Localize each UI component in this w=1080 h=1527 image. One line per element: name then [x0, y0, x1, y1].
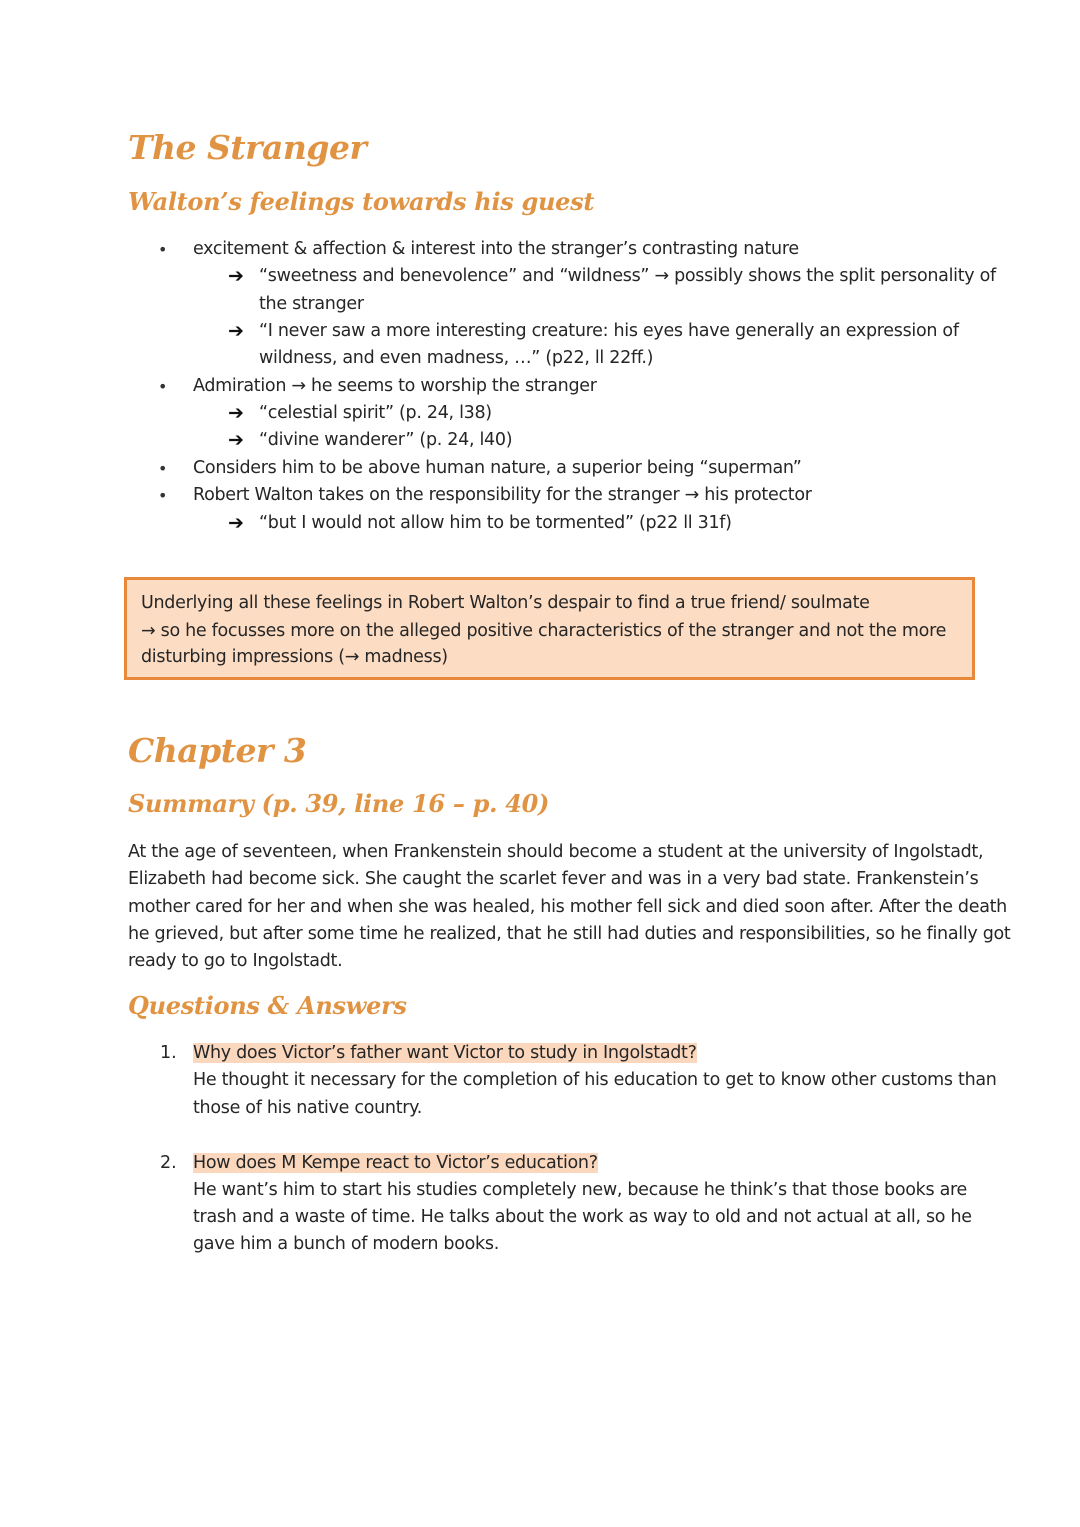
- bullet-dot: •: [158, 240, 168, 259]
- sub-bullet-text: “celestial spirit” (p. 24, l38): [259, 403, 492, 423]
- sub-bullet-text: “sweetness and benevolence” and “wildness” → possibly shows the split personality of: [259, 266, 996, 286]
- bullet-dot: •: [158, 486, 168, 505]
- sub-bullet-text: “I never saw a more interesting creature: his eyes have generally an expression of: [259, 321, 959, 341]
- arrow-icon: ➔: [228, 265, 244, 287]
- bullet-text: Considers him to be above human nature, a superior being “superman”: [193, 458, 802, 478]
- arrow-icon: ➔: [228, 512, 244, 534]
- bullet-text: Admiration → he seems to worship the stranger: [193, 376, 597, 396]
- answer-line: gave him a bunch of modern books.: [193, 1234, 499, 1254]
- summary-heading: Summary (p. 39, line 16 – p. 40): [128, 789, 550, 818]
- bullet-dot: •: [158, 377, 168, 396]
- summary-line: ready to go to Ingolstadt.: [128, 951, 343, 971]
- answer-line: those of his native country.: [193, 1098, 422, 1118]
- arrow-icon: ➔: [228, 320, 244, 342]
- question-highlight: Why does Victor’s father want Victor to study in Ingolstadt?: [193, 1043, 697, 1063]
- answer-line: He want’s him to start his studies completely new, because he think’s that those books are: [193, 1180, 967, 1200]
- bullet-text: excitement & affection & interest into the stranger’s contrasting nature: [193, 239, 799, 259]
- question-text: [193, 1040, 697, 1067]
- callout-line: → so he focusses more on the alleged positive characteristics of the stranger and not the more: [141, 621, 947, 641]
- bullet-dot: •: [158, 459, 168, 478]
- subtitle-waltons-feelings: Walton’s feelings towards his guest: [128, 187, 595, 216]
- question-text: [193, 1150, 598, 1177]
- callout-line: Underlying all these feelings in Robert Walton’s despair to find a true friend/ soulmate: [141, 593, 870, 613]
- arrow-icon: ➔: [228, 429, 244, 451]
- qa-heading: Questions & Answers: [128, 991, 407, 1020]
- bullet-text: Robert Walton takes on the responsibility for the stranger → his protector: [193, 485, 812, 505]
- summary-line: At the age of seventeen, when Frankenstein should become a student at the university of Ingolstadt,: [128, 842, 984, 862]
- summary-line: mother cared for her and when she was healed, his mother fell sick and died soon after. After the death: [128, 897, 1007, 917]
- sub-bullet-text: the stranger: [259, 294, 364, 314]
- question-highlight: How does M Kempe react to Victor’s education?: [193, 1153, 598, 1173]
- answer-line: He thought it necessary for the completion of his education to get to know other customs than: [193, 1070, 997, 1090]
- question-number: 1.: [160, 1043, 177, 1063]
- sub-bullet-text: wildness, and even madness, …” (p22, ll 22ff.): [259, 348, 654, 368]
- callout-line: disturbing impressions (→ madness): [141, 647, 448, 667]
- summary-line: he grieved, but after some time he realized, that he still had duties and responsibilities, so he finally got: [128, 924, 1011, 944]
- section-title-chapter-3: Chapter 3: [128, 731, 307, 770]
- section-title-the-stranger: The Stranger: [128, 128, 367, 167]
- arrow-icon: ➔: [228, 402, 244, 424]
- callout-box: [124, 577, 975, 680]
- sub-bullet-text: “but I would not allow him to be tormented” (p22 ll 31f): [259, 513, 732, 533]
- sub-bullet-text: “divine wanderer” (p. 24, l40): [259, 430, 513, 450]
- summary-line: Elizabeth had become sick. She caught the scarlet fever and was in a very bad state. Frankenstein’s: [128, 869, 979, 889]
- answer-line: trash and a waste of time. He talks about the work as way to old and not actual at all, so he: [193, 1207, 972, 1227]
- question-number: 2.: [160, 1153, 177, 1173]
